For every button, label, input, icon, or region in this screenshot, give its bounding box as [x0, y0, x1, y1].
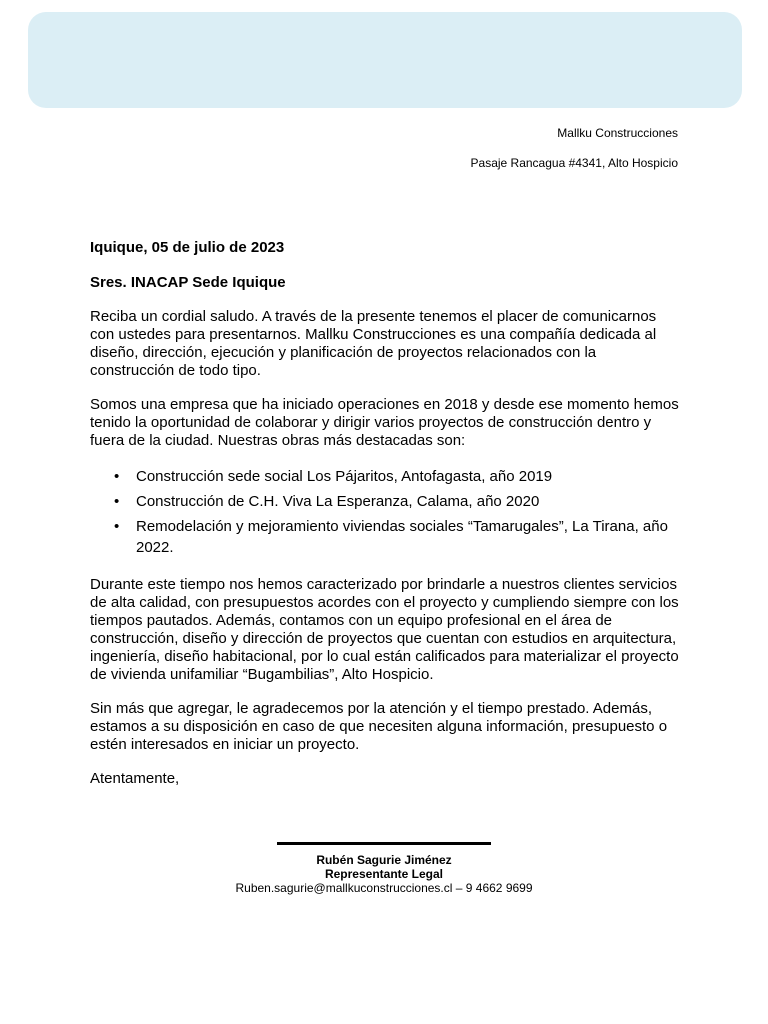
list-item-text: Construcción sede social Los Pájaritos, Antofagasta, año 2019 [136, 468, 553, 485]
bullet-icon: • [114, 493, 120, 510]
letterhead-band [28, 12, 742, 108]
letter-date: Iquique, 05 de julio de 2023 [90, 239, 285, 256]
letter-recipient: Sres. INACAP Sede Iquique [90, 274, 286, 291]
signatory-role: Representante Legal [324, 867, 444, 881]
list-item-text: Construcción de C.H. Viva La Esperanza, Calama, año 2020 [136, 493, 540, 510]
list-item [90, 466, 680, 487]
signatory-contact: Ruben.sagurie@mallkuconstrucciones.cl – 9 4662 9699 [235, 881, 533, 895]
bullet-icon: • [114, 468, 120, 485]
signature-line [277, 842, 491, 845]
project-highlights-list [90, 466, 680, 558]
letter-closing: Atentamente, [90, 770, 180, 787]
list-item [90, 491, 680, 512]
sender-company: Mallku Construcciones [557, 126, 678, 140]
closing-paragraph: Sin más que agregar, le agradecemos por la atención y el tiempo prestado. Además, estamos a su disposición en caso de que necesiten alguna información, presupuesto o estén interesados en iniciar un proyecto. [90, 700, 668, 753]
services-paragraph: Durante este tiempo nos hemos caracterizado por brindarle a nuestros clientes servicios de alta calidad, con presupuestos acordes con el proyecto y cumpliendo siempre con los tiempos pautados. Además, contamos con un equipo profesional en el área de construcción, diseño y dirección de proyectos que cuentan con estudios en arquitectura, ingeniería, diseño habitacional, por lo cual están calificados para materializar el proyecto de vivienda unifamiliar “Bugambilias”, Alto Hospicio. [90, 576, 679, 683]
bullet-icon: • [114, 518, 120, 535]
letter-body [90, 239, 680, 804]
intro-paragraph: Reciba un cordial saludo. A través de la presente tenemos el placer de comunicarnos con ustedes para presentarnos. Mallku Construcciones es una compañía dedicada al diseño, dirección, ejecución y planificación de proyectos relacionados con la construcción de todo tipo. [90, 308, 657, 379]
list-item-text: Remodelación y mejoramiento viviendas sociales “Tamarugales”, La Tirana, año 2022. [136, 518, 668, 556]
signature-block [150, 853, 618, 895]
sender-address: Pasaje Rancagua #4341, Alto Hospicio [470, 156, 678, 170]
list-item [90, 516, 680, 558]
signatory-name: Rubén Sagurie Jiménez [316, 853, 452, 867]
company-history-paragraph: Somos una empresa que ha iniciado operaciones en 2018 y desde ese momento hemos tenido la oportunidad de colaborar y dirigir varios proyectos de construcción dentro y fuera de la ciudad. Nuestras obras más destacadas son: [90, 396, 679, 449]
